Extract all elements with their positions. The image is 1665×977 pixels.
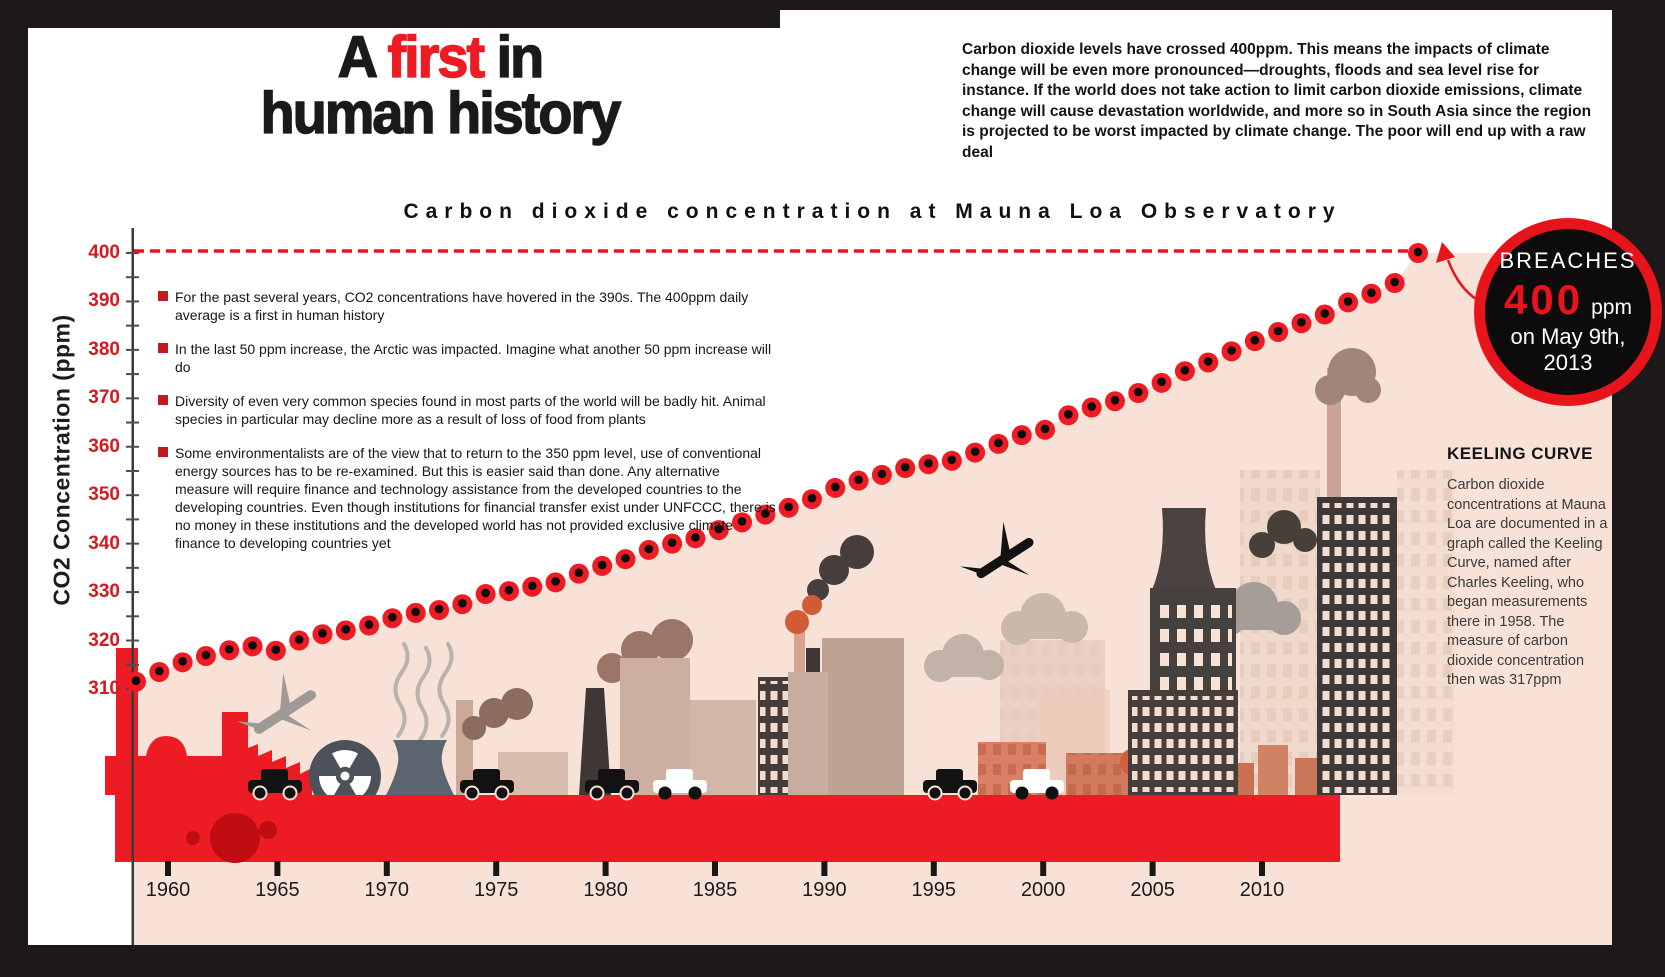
data-point — [359, 616, 379, 636]
car-wheel — [929, 787, 942, 800]
data-point — [1245, 331, 1265, 351]
data-point-inner — [365, 620, 374, 629]
data-point-inner — [948, 456, 957, 465]
bullet-item — [158, 288, 778, 324]
data-point — [802, 489, 822, 509]
car-wheel — [591, 787, 604, 800]
bullet-square-icon — [158, 395, 168, 405]
data-point — [546, 572, 566, 592]
data-point — [1175, 361, 1195, 381]
data-point-inner — [1390, 278, 1399, 287]
y-tick-label: 320 — [88, 629, 120, 651]
data-point-inner — [295, 635, 304, 644]
data-point-inner — [1344, 297, 1353, 306]
data-point-inner — [1297, 318, 1306, 327]
car-wheel — [254, 787, 267, 800]
data-point — [219, 640, 239, 660]
data-point-inner — [1087, 402, 1096, 411]
data-point-inner — [1274, 327, 1283, 336]
car-wheel — [659, 787, 672, 800]
data-point — [1408, 243, 1428, 263]
data-point — [1035, 420, 1055, 440]
data-point — [895, 458, 915, 478]
data-point-inner — [1367, 288, 1376, 297]
data-point — [872, 465, 892, 485]
y-tick-label: 370 — [88, 387, 120, 409]
keeling-title: KEELING CURVE — [1447, 444, 1593, 463]
data-point-inner — [435, 605, 444, 614]
data-point — [149, 662, 169, 682]
data-point-inner — [1251, 336, 1260, 345]
x-tick-label: 2005 — [1130, 879, 1175, 901]
car-wheel — [959, 787, 972, 800]
x-tick — [274, 861, 280, 876]
data-point-inner — [411, 608, 420, 617]
data-point-inner — [924, 459, 933, 468]
x-tick — [1040, 861, 1046, 876]
data-point — [406, 603, 426, 623]
data-point-inner — [1157, 378, 1166, 387]
data-point-inner — [1204, 357, 1213, 366]
y-tick-label: 340 — [88, 532, 120, 554]
chart-title: Carbon dioxide concentration at Mauna Loa Observatory — [403, 200, 1342, 223]
x-tick — [384, 861, 390, 876]
x-tick — [712, 861, 718, 876]
x-tick — [493, 861, 499, 876]
badge-line3: on May 9th, — [1510, 324, 1626, 349]
x-tick — [603, 861, 609, 876]
x-tick-label: 1970 — [364, 879, 410, 901]
badge-unit: ppm — [1591, 296, 1632, 319]
data-point — [1198, 352, 1218, 372]
y-tick-label: 380 — [88, 338, 120, 360]
data-point-inner — [132, 676, 141, 685]
keeling-sidebar — [1447, 444, 1609, 691]
title-post: in — [483, 25, 543, 90]
data-point — [126, 672, 146, 692]
data-point — [1082, 398, 1102, 418]
x-tick-label: 1960 — [145, 879, 191, 901]
x-tick — [1259, 861, 1265, 876]
y-tick-label: 390 — [88, 290, 120, 312]
data-point-inner — [575, 568, 584, 577]
data-point-inner — [1064, 410, 1073, 419]
car-wheel — [466, 787, 479, 800]
data-point — [289, 631, 309, 651]
title-line2: human history — [260, 81, 620, 146]
bullet-notes — [158, 288, 778, 568]
x-tick-label: 1995 — [911, 879, 957, 901]
x-tick — [1150, 861, 1156, 876]
data-point — [1315, 305, 1335, 325]
x-tick-label: 1975 — [473, 879, 519, 901]
data-point-inner — [388, 613, 397, 622]
data-point — [849, 471, 869, 491]
title-accent: first — [387, 25, 484, 90]
data-point-inner — [272, 645, 281, 654]
data-point-inner — [505, 586, 514, 595]
data-point-inner — [994, 439, 1003, 448]
data-point — [1128, 383, 1148, 403]
x-tick-label: 2010 — [1239, 879, 1285, 901]
bullet-text: Some environmentalists are of the view that to return to the 350 ppm level, use of conventional energy sources has to be re-examined. But this is easier said than done. Any alternative measure will require finance and technology assistance from the developed countries to the developing countries. Even though institutions for financial transfer exist under UNFCCC, there is no money in these institutions and the developed world has not provided exclusive climate finance to developing countries yet — [175, 445, 776, 551]
data-point-inner — [831, 483, 840, 492]
data-point — [1152, 373, 1172, 393]
bullet-item — [158, 340, 778, 376]
car-cabin — [1023, 769, 1050, 782]
bullet-square-icon — [158, 447, 168, 457]
car-wheel — [689, 787, 702, 800]
data-point-inner — [1017, 430, 1026, 439]
bullet-text: For the past several years, CO2 concentrations have hovered in the 390s. The 400ppm daily average is a first in human history — [175, 289, 749, 323]
bullet-text: Diversity of even very common species found in most parts of the world will be badly hit. Animal species in particular may decline more as a result of loss of food from plants — [175, 393, 766, 427]
data-point-inner — [1414, 248, 1423, 257]
data-point-inner — [1041, 425, 1050, 434]
intro-paragraph: Carbon dioxide levels have crossed 400ppm. This means the impacts of climate change will be even more pronounced—droughts, floods and sea level rise for instance. If the world does not take action to limit carbon dioxide emissions, climate change will cause devastation worldwide, and more so in South Asia since the region is projected to be worst impacted by climate change. The poor will end up with a raw deal — [962, 41, 1592, 161]
y-tick-label: 330 — [88, 581, 120, 603]
car-cabin — [473, 769, 500, 782]
bullet-square-icon — [158, 291, 168, 301]
x-tick — [165, 861, 171, 876]
data-point-inner — [784, 502, 793, 511]
data-point-inner — [1134, 388, 1143, 397]
bullet-square-icon — [158, 343, 168, 353]
data-point-inner — [854, 475, 863, 484]
data-point-inner — [1111, 396, 1120, 405]
keeling-body: Carbon dioxide concentrations at Mauna Loa are documented in a graph called the Keeling Curve, named after Charles Keeling, who began measurements there in 1958. The measure of carbon dioxide concentration then was 317ppm — [1447, 477, 1608, 688]
data-point-inner — [155, 667, 164, 676]
data-point-inner — [1320, 309, 1329, 318]
data-point-inner — [971, 447, 980, 456]
data-point — [196, 646, 216, 666]
data-point — [919, 454, 939, 474]
data-point-inner — [901, 463, 910, 472]
data-point — [173, 652, 193, 672]
data-point — [499, 581, 519, 601]
car-cabin — [598, 769, 625, 782]
data-point — [1012, 425, 1032, 445]
badge-value: 400 — [1504, 276, 1584, 323]
data-point-inner — [341, 625, 350, 634]
breach-badge — [1474, 218, 1662, 406]
car-cabin — [261, 769, 288, 782]
bullet-item — [158, 444, 778, 552]
data-point — [336, 620, 356, 640]
car-cabin — [936, 769, 963, 782]
data-point-inner — [225, 645, 234, 654]
x-tick-label: 1985 — [692, 879, 738, 901]
data-point — [1105, 391, 1125, 411]
bullet-text: In the last 50 ppm increase, the Arctic was impacted. Imagine what another 50 ppm increase will do — [175, 341, 772, 375]
data-point — [965, 443, 985, 463]
data-point — [1361, 284, 1381, 304]
x-tick-label: 1990 — [802, 879, 847, 901]
data-point-inner — [878, 470, 887, 479]
page-title — [190, 25, 689, 146]
data-point-inner — [248, 641, 257, 650]
data-point — [312, 624, 332, 644]
data-point — [243, 636, 263, 656]
data-point-inner — [458, 599, 467, 608]
data-point — [1222, 341, 1242, 361]
y-tick-label: 360 — [88, 435, 120, 457]
car-wheel — [1046, 787, 1059, 800]
data-point — [779, 498, 799, 518]
car-wheel — [284, 787, 297, 800]
data-point — [988, 434, 1008, 454]
y-axis-title: CO2 Concentration (ppm) — [48, 314, 75, 606]
car-cabin — [666, 769, 693, 782]
x-tick-label: 2000 — [1020, 879, 1066, 901]
data-point — [266, 641, 286, 661]
bullet-item — [158, 392, 778, 428]
x-tick — [931, 861, 937, 876]
data-point — [1338, 292, 1358, 312]
data-point — [429, 600, 449, 620]
data-point — [1058, 405, 1078, 425]
data-point — [382, 608, 402, 628]
data-point — [452, 594, 472, 614]
data-point — [825, 478, 845, 498]
x-tick-label: 1980 — [583, 879, 628, 901]
data-point-inner — [481, 589, 490, 598]
data-point — [1385, 273, 1405, 293]
data-point — [1268, 322, 1288, 342]
data-point-inner — [1181, 366, 1190, 375]
data-point-inner — [202, 651, 211, 660]
data-point-inner — [178, 657, 187, 666]
y-tick-label: 400 — [88, 242, 120, 263]
car-wheel — [496, 787, 509, 800]
x-tick — [821, 861, 827, 876]
car-wheel — [621, 787, 634, 800]
y-tick-label: 350 — [88, 484, 120, 506]
ground-band — [115, 795, 1340, 863]
data-point-inner — [808, 494, 817, 503]
data-point-inner — [318, 629, 327, 638]
badge-line4: 2013 — [1543, 350, 1593, 375]
data-point — [1291, 313, 1311, 333]
x-tick-label: 1965 — [255, 879, 300, 901]
badge-line1: BREACHES — [1499, 248, 1637, 273]
data-point-inner — [1227, 346, 1236, 355]
title-pre: A — [337, 25, 388, 90]
car-wheel — [1016, 787, 1029, 800]
data-point — [942, 451, 962, 471]
data-point-inner — [551, 577, 560, 586]
data-point-inner — [528, 581, 537, 590]
data-point — [476, 584, 496, 604]
y-tick-label: 310 — [88, 677, 120, 699]
data-point — [522, 577, 542, 597]
